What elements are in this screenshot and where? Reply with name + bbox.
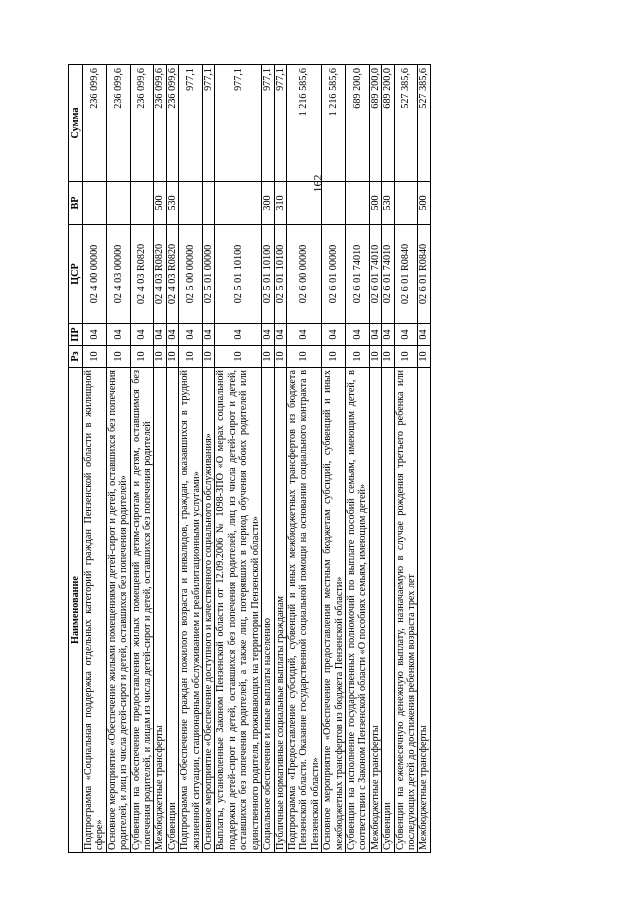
row-pr: 04 — [83, 324, 107, 346]
table-header-row — [69, 65, 83, 853]
row-name: Социальное обеспечение и иные выплаты населению — [262, 368, 274, 853]
table-row — [262, 65, 274, 853]
row-name: Субвенции на исполнение государственных полномочий по выплате пособий семьям, имеющим детей, в соответствии с Законом Пензенской области «О пособиях семьям, имеющим детей» — [345, 368, 369, 853]
row-pr: 04 — [274, 324, 286, 346]
row-rz: 10 — [83, 346, 107, 368]
header-name: Наименование — [69, 368, 83, 853]
row-vr — [179, 182, 203, 225]
row-sum: 977,1 — [203, 65, 215, 182]
row-rz: 10 — [274, 346, 286, 368]
row-vr — [106, 182, 130, 225]
row-csr: 02 5 01 10100 — [262, 225, 274, 324]
row-pr: 04 — [322, 324, 346, 346]
table-row — [154, 65, 166, 853]
row-vr: 500 — [154, 182, 166, 225]
row-csr: 02 6 01 74010 — [382, 225, 394, 324]
row-csr: 02 5 01 00000 — [203, 225, 215, 324]
row-csr: 02 5 00 00000 — [179, 225, 203, 324]
row-sum: 689 200,0 — [345, 65, 369, 182]
row-name: Выплаты, установленные Законом Пензенской области от 12.09.2006 № 1098-ЗПО «О мерах социальной поддержки детей-сирот и детей, оставшихся без попечения родителей, лиц из числа детей-сирот и детей, оставшихся без попечения родителей, а также лиц, потерявших в период обучения обоих родителей или единственного родителя, проживающих на территории Пензенской области» — [215, 368, 262, 853]
row-sum: 977,1 — [215, 65, 262, 182]
row-rz: 10 — [154, 346, 166, 368]
table-row — [203, 65, 215, 853]
table-row — [106, 65, 130, 853]
row-rz: 10 — [179, 346, 203, 368]
row-pr: 04 — [179, 324, 203, 346]
row-sum: 236 099,6 — [83, 65, 107, 182]
table-row — [274, 65, 286, 853]
row-vr — [130, 182, 154, 225]
row-sum: 236 099,6 — [130, 65, 154, 182]
row-pr: 04 — [106, 324, 130, 346]
row-vr: 300 — [262, 182, 274, 225]
row-vr — [215, 182, 262, 225]
row-csr: 02 6 00 00000 — [286, 225, 321, 324]
row-rz: 10 — [394, 346, 418, 368]
row-sum: 527 385,6 — [418, 65, 430, 182]
row-sum: 977,1 — [274, 65, 286, 182]
header-sum: Сумма — [69, 65, 83, 182]
row-vr — [394, 182, 418, 225]
row-name: Межбюджетные трансферты — [369, 368, 381, 853]
header-pr: ПР — [69, 324, 83, 346]
row-csr: 02 4 03 R0820 — [154, 225, 166, 324]
table-row — [179, 65, 203, 853]
table-row — [130, 65, 154, 853]
row-name: Межбюджетные трансферты — [418, 368, 430, 853]
row-csr: 02 6 01 R0840 — [418, 225, 430, 324]
row-csr: 02 5 01 10100 — [215, 225, 262, 324]
table-row — [345, 65, 369, 853]
row-pr: 04 — [215, 324, 262, 346]
row-name: Основное мероприятие «Обеспечение предоставления местным бюджетам субсидий, субвенций и иных межбюджетных трансфертов из бюджета Пензенской области» — [322, 368, 346, 853]
row-sum: 1 216 585,6 — [322, 65, 346, 182]
table-row — [286, 65, 321, 853]
row-csr: 02 6 01 00000 — [322, 225, 346, 324]
table-row — [418, 65, 430, 853]
budget-table-container — [68, 65, 600, 853]
row-pr: 04 — [382, 324, 394, 346]
row-pr: 04 — [166, 324, 178, 346]
header-csr: ЦСР — [69, 225, 83, 324]
table-row — [166, 65, 178, 853]
row-vr: 500 — [369, 182, 381, 225]
row-pr: 04 — [286, 324, 321, 346]
row-pr: 04 — [418, 324, 430, 346]
row-vr — [286, 182, 321, 225]
table-row — [394, 65, 418, 853]
table-row — [382, 65, 394, 853]
row-name: Публичные нормативные социальные выплаты гражданам — [274, 368, 286, 853]
row-rz: 10 — [345, 346, 369, 368]
row-pr: 04 — [154, 324, 166, 346]
row-name: Субвенции на обеспечение предоставления жилых помещений детям-сиротам и детям, оставшимся без попечения родителей, и лицам из числа детей-сирот и детей, оставшихся без попечения родителей — [130, 368, 154, 853]
row-pr: 04 — [203, 324, 215, 346]
row-pr: 04 — [130, 324, 154, 346]
row-csr: 02 4 03 R0820 — [130, 225, 154, 324]
row-pr: 04 — [262, 324, 274, 346]
row-vr: 530 — [382, 182, 394, 225]
row-rz: 10 — [286, 346, 321, 368]
row-csr: 02 4 03 00000 — [106, 225, 130, 324]
row-csr: 02 6 01 74010 — [369, 225, 381, 324]
row-pr: 04 — [345, 324, 369, 346]
row-vr — [322, 182, 346, 225]
header-rz: Рз — [69, 346, 83, 368]
row-csr: 02 5 01 10100 — [274, 225, 286, 324]
row-sum: 527 385,6 — [394, 65, 418, 182]
row-rz: 10 — [166, 346, 178, 368]
row-vr — [203, 182, 215, 225]
row-name: Подпрограмма «Социальная поддержка отдельных категорий граждан Пензенской области в жилищной сфере» — [83, 368, 107, 853]
table-body — [83, 65, 431, 853]
row-rz: 10 — [382, 346, 394, 368]
row-vr — [345, 182, 369, 225]
row-rz: 10 — [262, 346, 274, 368]
row-rz: 10 — [203, 346, 215, 368]
row-vr — [83, 182, 107, 225]
row-rz: 10 — [369, 346, 381, 368]
row-csr: 02 6 01 R0840 — [394, 225, 418, 324]
row-name: Подпрограмма «Обеспечение граждан пожилого возраста и инвалидов, граждан, оказавшихся в трудной жизненной ситуации, стационарным обслуживанием и реабилитационными услугами» — [179, 368, 203, 853]
row-csr: 02 6 01 74010 — [345, 225, 369, 324]
table-row — [215, 65, 262, 853]
row-sum: 689 200,0 — [369, 65, 381, 182]
header-vr: ВР — [69, 182, 83, 225]
row-vr: 500 — [418, 182, 430, 225]
row-pr: 04 — [369, 324, 381, 346]
row-name: Субвенции на ежемесячную денежную выплату, назначаемую в случае рождения третьего ребенка или последующих детей до достижения ребенком возраста трех лет — [394, 368, 418, 853]
row-csr: 02 4 03 R0820 — [166, 225, 178, 324]
row-rz: 10 — [322, 346, 346, 368]
page-number: 162 — [310, 174, 325, 193]
row-pr: 04 — [394, 324, 418, 346]
row-name: Основное мероприятие «Обеспечение доступного и качественного социального обслуживания» — [203, 368, 215, 853]
row-sum: 236 099,6 — [154, 65, 166, 182]
row-csr: 02 4 00 00000 — [83, 225, 107, 324]
row-rz: 10 — [215, 346, 262, 368]
row-vr: 530 — [166, 182, 178, 225]
row-rz: 10 — [418, 346, 430, 368]
row-name: Субвенции — [382, 368, 394, 853]
row-sum: 977,1 — [262, 65, 274, 182]
row-rz: 10 — [130, 346, 154, 368]
row-sum: 689 200,0 — [382, 65, 394, 182]
row-sum: 236 099,6 — [166, 65, 178, 182]
row-name: Межбюджетные трансферты — [154, 368, 166, 853]
row-sum: 1 216 585,6 — [286, 65, 321, 182]
table-row — [369, 65, 381, 853]
row-name: Подпрограмма «Предоставление субсидий, субвенций и иных межбюджетных трансфертов из бюджета Пензенской области. Оказание государственной социальной помощи на основании социального контракта в Пензенской области» — [286, 368, 321, 853]
table-row — [322, 65, 346, 853]
row-name: Субвенции — [166, 368, 178, 853]
budget-table — [68, 64, 431, 853]
row-rz: 10 — [106, 346, 130, 368]
row-name: Основное мероприятие «Обеспечение жилыми помещениями детей-сирот и детей, оставшихся без попечения родителей, и лиц из числа детей-сирот и детей, оставшихся без попечения родителей» — [106, 368, 130, 853]
row-sum: 977,1 — [179, 65, 203, 182]
row-sum: 236 099,6 — [106, 65, 130, 182]
row-vr: 310 — [274, 182, 286, 225]
table-row — [83, 65, 107, 853]
